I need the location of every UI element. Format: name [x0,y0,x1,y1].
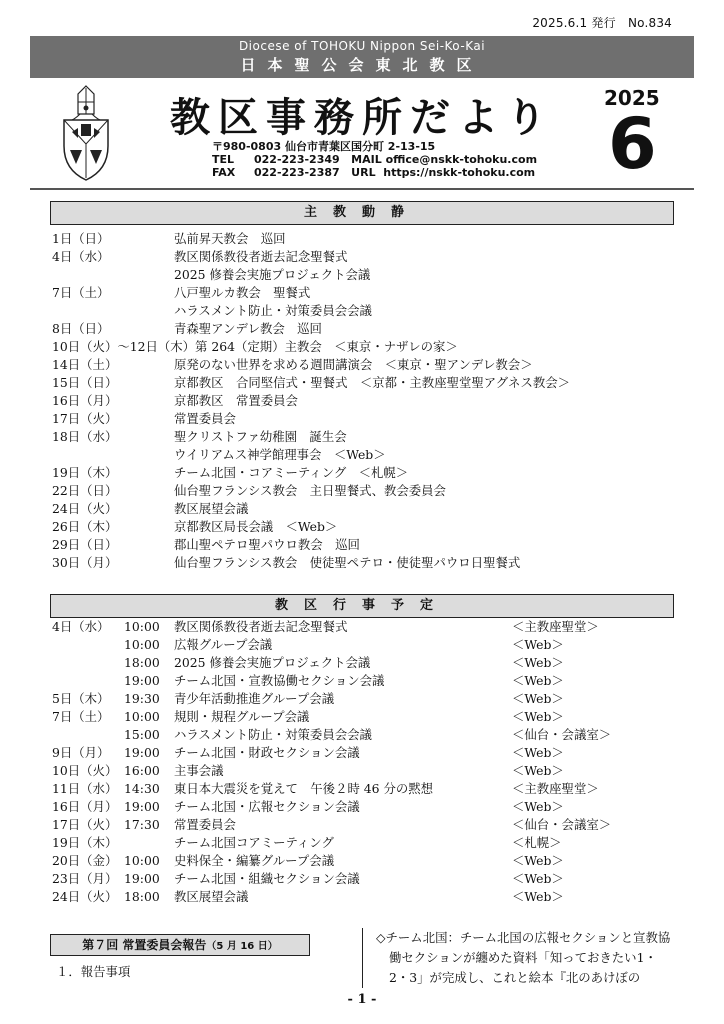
schedule-date: 24日（火） [52,501,118,516]
tel-label: TEL [212,153,235,166]
report-title: 第７回 常置委員会報告 [82,938,207,952]
schedule-text: ハラスメント防止・対策委員会会議 [174,303,372,318]
event-text: 東日本大震災を覚えて 午後２時 46 分の黙想 [174,781,434,796]
schedule-row [52,410,692,428]
schedule-text: チーム北国・コアミーティング ＜札幌＞ [174,465,409,480]
schedule-row [52,482,692,500]
report-heading [50,934,310,956]
schedule-row [52,464,692,482]
schedule-row [52,320,692,338]
event-place: ＜Web＞ [512,655,564,670]
event-place: ＜Web＞ [512,889,564,904]
event-time: 19:30 [124,691,160,706]
event-row [52,870,692,888]
schedule-date: 17日（火） [52,411,118,426]
column-divider [362,928,363,988]
schedule-row [52,248,692,266]
team-hokkoku-column [376,928,676,988]
schedule-date: 7日（土） [52,285,110,300]
event-text: 青少年活動推進グループ会議 [174,691,335,706]
event-place: ＜仙台・会議室＞ [512,727,612,742]
schedule-date: 4日（水） [52,249,110,264]
report-item: １．報告事項 [56,964,131,979]
schedule-text: 郡山聖ペテロ聖パウロ教会 巡回 [174,537,360,552]
event-text: 史料保全・編纂グループ会議 [174,853,335,868]
schedule-row [52,500,692,518]
event-text: ハラスメント防止・対策委員会会議 [174,727,372,742]
header-divider [30,188,694,190]
page-number: - 1 - [347,992,377,1007]
event-row [52,636,692,654]
schedule-date: 10日（火）～12日（木）第 264（定期）主教会 ＜東京・ナザレの家＞ [52,339,458,354]
event-date: 10日（火） [52,763,118,778]
schedule-row [52,518,692,536]
issue-month: 6 [608,103,657,185]
schedule-text: 2025 修養会実施プロジェクト会議 [174,267,371,282]
event-date: 4日（水） [52,619,110,634]
event-time: 19:00 [124,871,160,886]
event-row [52,708,692,726]
contact-block [212,140,537,179]
event-text: チーム北国・組織セクション会議 [174,871,360,886]
event-row [52,690,692,708]
event-place: ＜Web＞ [512,637,564,652]
event-text: 常置委員会 [174,817,236,832]
event-date: 7日（土） [52,709,110,724]
tel-number: 022-223-2349 [254,153,340,166]
event-text: チーム北国コアミーティング [174,835,334,850]
event-text: 広報グループ会議 [174,637,273,652]
event-text: チーム北国・財政セクション会議 [174,745,360,760]
event-date: 9日（月） [52,745,110,760]
event-place: ＜主教座聖堂＞ [512,619,599,634]
event-row [52,780,692,798]
event-text: 主事会議 [174,763,224,778]
event-place: ＜Web＞ [512,745,564,760]
events-heading: 教区行事予定 [50,594,674,618]
event-place: ＜Web＞ [512,871,564,886]
schedule-row [52,392,692,410]
event-place: ＜Web＞ [512,709,564,724]
diocese-banner [30,36,694,78]
event-row [52,798,692,816]
event-text: 2025 修養会実施プロジェクト会議 [174,655,371,670]
event-text: チーム北国・宣教協働セクション会議 [174,673,385,688]
report-date: （5 月 16 日） [206,941,278,952]
event-time: 19:00 [124,673,160,688]
event-row [52,726,692,744]
schedule-text: 弘前昇天教会 巡回 [174,231,286,246]
postal-address: 〒980-0803 仙台市青葉区国分町 2-13-15 [212,140,436,153]
event-date: 23日（月） [52,871,118,886]
schedule-row [52,536,692,554]
schedule-row [52,554,692,572]
banner-japanese: 日本聖公会東北教区 [240,56,484,74]
bishop-schedule-list [52,230,692,572]
schedule-row [52,428,692,446]
event-row [52,852,692,870]
event-time: 10:00 [124,637,160,652]
event-time: 10:00 [124,853,160,868]
event-place: ＜仙台・会議室＞ [512,817,612,832]
schedule-text: 常置委員会 [174,411,236,426]
event-text: 規則・規程グループ会議 [174,709,310,724]
schedule-row [52,338,692,356]
event-date: 24日（火） [52,889,118,904]
event-text: チーム北国・広報セクション会議 [174,799,360,814]
schedule-text: 教区展望会議 [174,501,249,516]
event-place: ＜Web＞ [512,691,564,706]
schedule-row [52,230,692,248]
banner-english: Diocese of TOHOKU Nippon Sei-Ko-Kai [238,39,486,53]
event-time: 16:00 [124,763,160,778]
event-date: 17日（火） [52,817,118,832]
event-date: 20日（金） [52,853,118,868]
bishop-schedule-heading: 主教動静 [50,201,674,225]
event-row [52,816,692,834]
event-date: 19日（木） [52,835,118,850]
event-row [52,834,692,852]
schedule-text: 教区関係教役者逝去記念聖餐式 [174,249,348,264]
event-place: ＜Web＞ [512,853,564,868]
mail-label: MAIL [351,153,382,166]
schedule-date: 16日（月） [52,393,118,408]
fax-line [212,166,537,179]
schedule-text: 青森聖アンデレ教会 巡回 [174,321,322,336]
schedule-text: 原発のない世界を求める週間講演会 ＜東京・聖アンデレ教会＞ [174,357,533,372]
schedule-text: 仙台聖フランシス教会 主日聖餐式、教会委員会 [174,483,446,498]
event-date: 16日（月） [52,799,118,814]
diocese-crest-icon [58,84,114,182]
schedule-date: 26日（木） [52,519,118,534]
schedule-date: 15日（日） [52,375,118,390]
schedule-row [52,446,692,464]
newsletter-title: 教区事務所だより [170,95,554,141]
event-place: ＜Web＞ [512,799,564,814]
schedule-date: 22日（日） [52,483,118,498]
website-link[interactable]: https://nskk-tohoku.com [383,166,536,179]
event-row [52,744,692,762]
issue-info: 2025.6.1 発行 No.834 [532,16,672,30]
schedule-date: 14日（土） [52,357,118,372]
schedule-date: 30日（月） [52,555,118,570]
schedule-row [52,356,692,374]
schedule-text: 聖クリストファ幼稚園 誕生会 [174,429,347,444]
schedule-text: 京都教区 常置委員会 [174,393,298,408]
event-date: 5日（木） [52,691,110,706]
schedule-text: 八戸聖ルカ教会 聖餐式 [174,285,311,300]
fax-label: FAX [212,166,236,179]
event-place: ＜Web＞ [512,763,564,778]
schedule-text: 京都教区局長会議 ＜Web＞ [174,519,338,534]
schedule-text: 京都教区 合同堅信式・聖餐式 ＜京都・主教座聖堂聖アグネス教会＞ [174,375,571,390]
event-time: 10:00 [124,619,160,634]
event-row [52,672,692,690]
event-time: 15:00 [124,727,160,742]
schedule-text: ウイリアムス神学館理事会 ＜Web＞ [174,447,386,462]
fax-number: 022-223-2387 [254,166,340,179]
schedule-row [52,266,692,284]
event-time: 18:00 [124,655,160,670]
event-time: 14:30 [124,781,160,796]
event-time: 17:30 [124,817,160,832]
schedule-row [52,302,692,320]
event-text: 教区展望会議 [174,889,249,904]
schedule-row [52,284,692,302]
issue-year: 2025 [604,86,660,110]
event-row [52,762,692,780]
mail-address[interactable]: office@nskk-tohoku.com [385,153,538,166]
url-label: URL [351,166,376,179]
schedule-date: 19日（木） [52,465,118,480]
column-text: ◇チーム北国：チーム北国の広報セクションと宣教協働セクションが纏めた資料「知っておきたい1・2・3」が完成し、これと絵本『北のあけぼの [376,930,671,985]
schedule-date: 8日（日） [52,321,110,336]
schedule-date: 29日（日） [52,537,118,552]
event-row [52,654,692,672]
event-row [52,888,692,906]
event-place: ＜Web＞ [512,673,564,688]
schedule-date: 18日（水） [52,429,118,444]
schedule-text: 仙台聖フランシス教会 使徒聖ペテロ・使徒聖パウロ日聖餐式 [174,555,521,570]
schedule-row [52,374,692,392]
tel-line [212,153,537,166]
event-date: 11日（水） [52,781,118,796]
event-time: 18:00 [124,889,160,904]
event-row [52,618,692,636]
event-text: 教区関係教役者逝去記念聖餐式 [174,619,348,634]
event-place: ＜主教座聖堂＞ [512,781,599,796]
schedule-date: 1日（日） [52,231,110,246]
events-list [52,618,692,906]
event-time: 10:00 [124,709,160,724]
event-place: ＜札幌＞ [512,835,562,850]
event-time: 19:00 [124,745,160,760]
event-time: 19:00 [124,799,160,814]
